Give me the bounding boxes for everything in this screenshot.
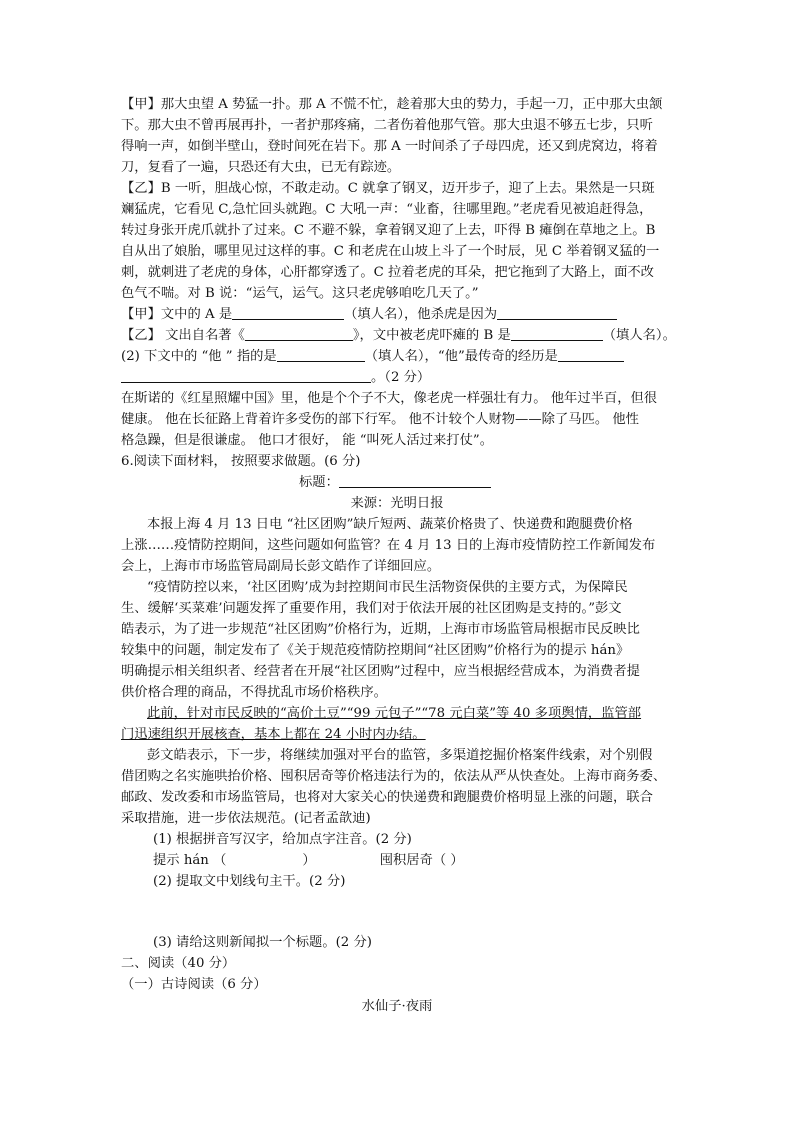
news-p1-line-2: 上涨……疫情防控期间，这些问题如何监管？在 4 月 13 日的上海市疫情防控工作新闻发布 <box>121 538 656 553</box>
question-2-text-a: (2) 下文中的 “他 ” 指的是 <box>121 349 277 364</box>
jia-line-1: 【甲】那大虫望 A 势猛一扑。那 A 不慌不忙，趁着那大虫的势力，手起一刀，正中那大虫颔 <box>121 97 663 112</box>
question-2-text-b: （填人名），“他”最传奇的经历是 <box>364 349 558 364</box>
question-jia-text-b: （填人名），他杀虎是因为 <box>344 307 498 322</box>
he-line-1: 在斯诺的《红星照耀中国》里，他是个个子不大，像老虎一样强壮有力。 他年过半百，但很 <box>121 391 658 406</box>
news-p1-line-1: 本报上海 4 月 13 日电 “社区团购”缺斤短两、蔬菜价格贵了、快递费和跑腿费价格 <box>147 517 633 532</box>
question-yi-text-c: （填人名）。 <box>602 328 676 343</box>
section-2-heading: 二、阅读（40 分） <box>121 956 236 971</box>
section-2-1-heading: （一）古诗阅读（6 分） <box>121 977 267 992</box>
question-2-cont <box>121 367 681 388</box>
question-2 <box>121 346 681 367</box>
he-line-2: 健康。 他在长征路上背着许多受伤的部下行军。 他不计较个人财物——除了马匹。 他性 <box>121 412 639 427</box>
question-jia <box>121 304 681 325</box>
yi-line-4: 自从出了娘胎，哪里见过这样的事。C 和老虎在山坡上斗了一个时辰，见 C 举着钢叉猛的一 <box>121 244 660 259</box>
news-title-row <box>299 472 519 493</box>
sub-question-1-b: 囤积居奇（ ） <box>379 853 464 868</box>
answer-blank-book[interactable] <box>245 325 353 341</box>
news-p2-line-1: “疫情防控以来，‘社区团购’成为封控期间市民生活物资保供的主要方式，为保障民 <box>147 580 628 595</box>
question-yi-text-a: 【乙】 文出自名著《 <box>121 328 245 343</box>
question-yi <box>121 325 681 346</box>
news-p3-line-1: 此前，针对市民反映的“高价土豆”“99 元包子”“78 元白菜”等 40 多项舆情，监管部 <box>147 706 642 721</box>
jia-line-2: 下。那大虫不曾再展再扑，一者护那疼痛，二者伤着他那气管。那大虫退不够五七步，只听 <box>121 118 653 133</box>
yi-line-2: 斓猛虎，它看见 C,急忙回头就跑。C 大吼一声：“业畜，往哪里跑。”老虎看见被追赶得急， <box>121 202 653 217</box>
news-p2-line-3: 皓表示，为了进一步规范“社区团购”价格行为，近期，上海市市场监管局根据市民反映比 <box>121 622 640 637</box>
question-6-heading: 6.阅读下面材料， 按照要求做题。(6 分) <box>121 454 361 469</box>
sub-question-1-items <box>153 850 713 871</box>
yi-line-3: 转过身张开虎爪就扑了过来。C 不避不躲，拿着钢叉迎了上去，吓得 B 瘫倒在草地之上。B <box>121 223 656 238</box>
news-p2-line-5: 明确提示相关组织者、经营者在开展“社区团购”过程中，应当根据经营成本，为消费者提 <box>121 664 640 679</box>
news-p4-line-1: 彭文皓表示，下一步，将继续加强对平台的监管，多渠道挖掘价格案件线索，对个别假 <box>147 748 653 763</box>
sub-question-1-a: 提示 hán （ <box>153 853 227 868</box>
yi-line-5: 刺，就刺进了老虎的身体，心肝都穿透了。C 拉着老虎的耳朵，把它拖到了大路上，面不改 <box>121 265 654 280</box>
news-p4-line-4: 采取措施，进一步依法规范。(记者孟歆迪) <box>121 811 371 826</box>
news-p1-line-3: 会上，上海市市场监管局副局长彭文皓作了详细回应。 <box>121 559 441 574</box>
he-line-3: 格急躁，但是很谦虚。 他口才很好， 能 “叫死人活过来打仗”。 <box>121 433 493 448</box>
yi-line-1: 【乙】B 一听，胆战心惊，不敢走动。C 就拿了钢叉，迈开步子，迎了上去。果然是一只斑 <box>121 181 655 196</box>
news-p2-line-6: 供价格合理的商品，不得扰乱市场价格秩序。 <box>121 685 387 700</box>
question-jia-text-a: 【甲】文中的 A 是 <box>121 307 233 322</box>
news-title-blank[interactable] <box>339 472 491 488</box>
answer-blank-reason[interactable] <box>497 304 617 320</box>
news-p2-line-4: 较集中的问题，制定发布了《关于规范疫情防控期间“社区团购”价格行为的提示 hán》 <box>121 643 630 658</box>
sub-question-1: (1) 根据拼音写汉字，给加点字注音。(2 分) <box>153 832 412 847</box>
news-p4-line-3: 邮政、发改委和市场监管局，也将对大家关心的快递费和跑腿费价格明显上涨的问题，联合 <box>121 790 653 805</box>
news-p3-line-2: 门迅速组织开展核查，基本上都在 24 小时内办结。 <box>121 727 426 742</box>
answer-blank-experience[interactable] <box>558 346 624 362</box>
news-p2-line-2: 生、缓解‘买菜难’问题发挥了重要作用，我们对于依法开展的社区团购是支持的。”彭文 <box>121 601 622 616</box>
yi-line-6: 色气不喘。对 B 说：“运气，运气。这只老虎够咱吃几天了。” <box>121 286 479 301</box>
sub-question-2: (2) 提取文中划线句主干。(2 分) <box>153 874 346 889</box>
question-2-end: 。（2 分） <box>371 370 431 385</box>
news-source: 来源：光明日报 <box>350 496 444 511</box>
poem-title: 水仙子·夜雨 <box>361 999 433 1014</box>
answer-blank-a-name[interactable] <box>232 304 344 320</box>
answer-blank-b-name[interactable] <box>511 325 603 341</box>
sub-question-3: (3) 请给这则新闻拟一个标题。(2 分) <box>153 935 372 950</box>
jia-line-4: 刀，复看了一遍，只恐还有大虫，已无有踪迹。 <box>121 160 401 175</box>
jia-line-3: 得响一声，如倒半壁山，登时间死在岩下。那 A 一时间杀了子母四虎，还又到虎窝边，将着 <box>121 139 658 154</box>
news-p4-line-2: 借团购之名实施哄抬价格、囤积居奇等价格违法行为的，依法从严从快查处。上海市商务委、 <box>121 769 667 784</box>
question-yi-text-b: 》，文中被老虎吓瘫的 B 是 <box>352 328 511 343</box>
answer-blank-experience-cont[interactable] <box>121 367 371 383</box>
answer-blank-he[interactable] <box>277 346 365 362</box>
sub-question-1-a-close: ） <box>302 853 316 868</box>
news-title-label: 标题： <box>299 475 339 490</box>
